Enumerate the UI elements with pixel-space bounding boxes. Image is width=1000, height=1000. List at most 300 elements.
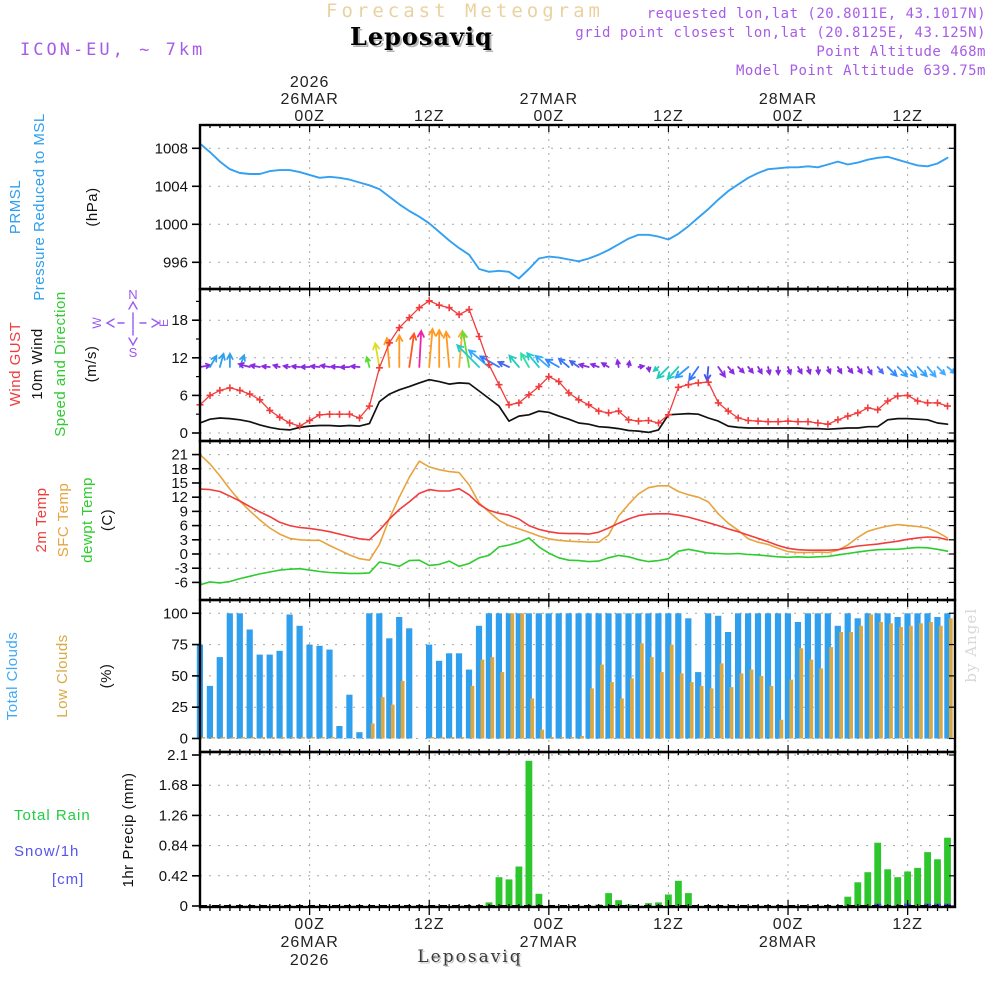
gust-marker	[376, 364, 383, 371]
gust-marker	[775, 418, 782, 425]
low-clouds-bar	[710, 688, 714, 738]
y-tick-label: 1000	[154, 216, 188, 234]
wind-direction-arrow	[878, 367, 883, 373]
low-clouds-bar	[261, 737, 265, 738]
model-point-altitude: Model Point Altitude 639.75m	[735, 63, 986, 79]
side-label: (m/s)	[83, 345, 100, 383]
gust-marker	[934, 399, 941, 406]
side-label: 10m Wind	[29, 328, 46, 400]
total-clouds-bar	[247, 630, 253, 739]
low-clouds-bar	[221, 737, 225, 738]
total-clouds-bar	[326, 650, 332, 739]
gust-marker	[595, 408, 602, 415]
panel-border	[200, 125, 955, 289]
wind-direction-arrow	[292, 365, 300, 369]
gust-marker	[795, 418, 802, 425]
gust-marker	[924, 399, 931, 406]
wind-direction-arrow	[758, 367, 762, 373]
gust-marker	[814, 420, 821, 427]
wind-direction-arrow	[351, 365, 359, 369]
gust-marker	[236, 387, 243, 394]
gust-marker	[635, 418, 642, 425]
gust-marker	[675, 384, 682, 391]
total-clouds-bar	[306, 645, 312, 739]
bottom-time-label: 2026	[289, 952, 330, 969]
low-clouds-bar	[690, 682, 694, 738]
total-clouds-bar	[576, 613, 582, 738]
low-clouds-bar	[401, 681, 405, 739]
side-label: dewpt Temp	[79, 477, 96, 563]
top-time-label: 2026	[289, 74, 330, 91]
low-clouds-bar	[720, 663, 724, 738]
gust-marker	[805, 418, 812, 425]
low-clouds-bar	[490, 657, 494, 738]
side-label: Snow/1h	[14, 843, 80, 860]
precip-bar	[496, 877, 503, 906]
y-tick-label: 25	[171, 699, 188, 717]
wind-direction-arrow	[838, 367, 841, 373]
gust-marker	[745, 417, 752, 424]
gust-marker	[834, 416, 841, 423]
wind-direction-arrow	[738, 367, 743, 372]
model-label: ICON-EU, ~ 7km	[20, 40, 206, 60]
side-label: Low Clouds	[54, 634, 71, 718]
side-label: (hPa)	[84, 187, 101, 227]
side-label: Speed and Direction	[52, 291, 69, 437]
low-clouds-bar	[680, 673, 684, 738]
side-label: Wind GUST	[7, 321, 24, 407]
total-clouds-bar	[366, 613, 372, 738]
side-label: 1hr Precip (mm)	[120, 772, 137, 888]
bottom-time-label: 28MAR	[758, 934, 818, 951]
low-clouds-bar	[640, 643, 644, 738]
total-clouds-bar	[217, 657, 223, 738]
side-label: Total Rain	[14, 807, 91, 824]
low-clouds-bar	[789, 680, 793, 739]
top-time-label: 26MAR	[280, 91, 339, 108]
precip-bar	[934, 859, 941, 906]
wind-direction-arrow	[301, 365, 309, 369]
y-tick-label: 0	[179, 730, 188, 748]
total-clouds-bar	[556, 613, 562, 738]
y-tick-label: 75	[171, 636, 188, 654]
page-title: Forecast Meteogram	[326, 0, 604, 22]
y-tick-label: 0	[179, 425, 188, 442]
wind-direction-arrow	[868, 367, 872, 374]
wind-direction-arrow	[444, 332, 450, 367]
y-tick-label: 100	[162, 605, 188, 623]
low-clouds-bar	[321, 737, 325, 738]
y-tick-label: 6	[179, 387, 188, 405]
total-clouds-bar	[436, 661, 442, 739]
wind-direction-arrow	[219, 354, 225, 367]
side-label: (C)	[99, 508, 116, 532]
low-clouds-bar	[760, 676, 764, 739]
top-time-label: 12Z	[653, 108, 684, 125]
low-clouds-bar	[809, 660, 813, 739]
low-clouds-bar	[839, 632, 843, 739]
precip-bar	[874, 843, 881, 906]
wind-direction-arrow	[200, 364, 210, 368]
precip-bar	[944, 838, 951, 906]
wind-direction-arrow	[499, 362, 510, 367]
total-clouds-bar	[207, 686, 213, 739]
low-clouds-bar	[799, 648, 803, 738]
panel-border	[200, 441, 955, 600]
y-tick-label: -3	[174, 560, 188, 578]
gust-marker	[326, 411, 333, 418]
wind-direction-arrow	[591, 364, 599, 368]
wind-direction-arrow	[509, 356, 519, 367]
total-clouds-bar	[267, 655, 273, 739]
wind-direction-arrow	[767, 367, 771, 374]
low-clouds-bar	[271, 737, 275, 738]
low-clouds-bar	[580, 736, 584, 739]
bottom-time-label: 26MAR	[280, 934, 339, 951]
y-tick-label: 12	[171, 489, 188, 507]
side-label: Pressure Reduced to MSL	[31, 113, 48, 301]
y-tick-label: 996	[162, 254, 188, 272]
bottom-time-label: 00Z	[294, 916, 325, 933]
wind-direction-arrow	[251, 364, 260, 368]
low-clouds-bar	[600, 665, 604, 739]
low-clouds-bar	[520, 613, 524, 738]
bottom-time-label: 12Z	[653, 916, 684, 933]
total-clouds-bar	[566, 613, 572, 738]
low-clouds-bar	[540, 730, 544, 739]
wind-direction-arrow	[274, 364, 280, 368]
top-time-label: 12Z	[892, 108, 923, 125]
gust-marker	[844, 413, 851, 420]
low-clouds-bar	[560, 737, 564, 738]
low-clouds-bar	[550, 737, 554, 738]
total-clouds-bar	[257, 655, 263, 739]
low-clouds-bar	[859, 626, 863, 739]
wind-direction-arrow	[311, 365, 320, 369]
y-tick-label: 50	[171, 667, 188, 685]
wind-direction-arrow	[948, 367, 955, 373]
pressure-line	[200, 144, 948, 279]
gust-marker	[585, 401, 592, 408]
low-clouds-bar	[500, 672, 504, 738]
gust-marker	[685, 381, 692, 388]
gust-marker	[506, 401, 513, 408]
low-clouds-bar	[909, 626, 913, 739]
low-clouds-bar	[301, 737, 305, 738]
compass-west-label: W	[90, 317, 104, 329]
gust-marker	[216, 387, 223, 394]
wind-direction-arrow	[321, 364, 330, 368]
compass-south-label: S	[128, 345, 138, 360]
wind-direction-arrow	[918, 367, 927, 376]
low-clouds-bar	[461, 737, 465, 738]
precip-bar	[894, 877, 901, 906]
low-clouds-bar	[620, 698, 624, 738]
total-clouds-bar	[287, 615, 293, 739]
low-clouds-bar	[590, 688, 594, 738]
point-altitude: Point Altitude 468m	[816, 44, 986, 60]
gust-marker	[824, 421, 831, 428]
wind-direction-arrow	[798, 367, 802, 373]
gust-marker	[765, 418, 772, 425]
gust-marker	[306, 417, 313, 424]
low-clouds-bar	[670, 645, 674, 739]
panel-border	[200, 752, 955, 907]
low-clouds-bar	[919, 623, 923, 738]
compass-north-label: N	[128, 287, 138, 302]
wind-direction-arrow	[579, 364, 588, 368]
wind-direction-arrow	[858, 367, 862, 373]
side-label: PRMSL	[7, 179, 24, 235]
low-clouds-bar	[660, 672, 664, 738]
low-clouds-bar	[630, 678, 634, 738]
low-clouds-bar	[510, 613, 514, 738]
precip-bar	[675, 881, 682, 906]
y-tick-label: 18	[171, 312, 188, 330]
top-time-label: 28MAR	[758, 91, 818, 108]
side-label: SFC Temp	[55, 482, 72, 558]
wind-direction-arrow	[602, 363, 609, 367]
y-tick-label: 9	[179, 503, 188, 521]
low-clouds-bar	[371, 724, 375, 739]
precip-bar	[506, 879, 513, 906]
gust-marker	[246, 391, 253, 398]
total-clouds-bar	[277, 651, 283, 739]
precip-bar	[516, 867, 523, 907]
low-clouds-bar	[231, 737, 235, 738]
low-clouds-bar	[211, 737, 215, 738]
wind-direction-arrow	[341, 365, 350, 369]
bottom-time-label: 00Z	[533, 916, 565, 933]
precip-bar	[924, 852, 931, 906]
wind-direction-arrow	[559, 359, 569, 367]
y-tick-label: 2.1	[167, 747, 188, 765]
low-clouds-bar	[291, 737, 295, 738]
gust-marker	[336, 411, 343, 418]
precip-bar	[854, 882, 861, 906]
footer-station: Leposaviq	[417, 947, 523, 967]
gust-marker	[695, 379, 702, 386]
top-time-label: 00Z	[772, 108, 804, 125]
y-tick-label: 1.26	[158, 807, 188, 825]
gust-marker	[944, 403, 951, 410]
wind-direction-arrow	[436, 330, 442, 367]
wind-direction-arrow	[396, 335, 402, 367]
top-time-label: 00Z	[294, 108, 325, 125]
low-clouds-bar	[241, 737, 245, 738]
wind-direction-arrow	[928, 367, 936, 377]
gust-marker	[346, 411, 353, 418]
low-clouds-bar	[899, 627, 903, 739]
precip-bar	[914, 868, 921, 906]
y-tick-label: 0.42	[158, 867, 188, 885]
wind-direction-arrow	[689, 367, 698, 380]
y-tick-label: 12	[171, 349, 188, 367]
low-clouds-bar	[889, 623, 893, 738]
total-clouds-bar	[227, 613, 233, 738]
wind-direction-compass	[107, 302, 159, 345]
low-clouds-bar	[730, 687, 734, 738]
low-clouds-bar	[819, 668, 823, 738]
low-clouds-bar	[700, 686, 704, 739]
precip-bar	[526, 761, 533, 906]
y-tick-label: 6	[179, 517, 188, 535]
low-clouds-bar	[331, 737, 335, 738]
low-clouds-bar	[391, 705, 395, 739]
low-clouds-bar	[949, 618, 953, 738]
wind-direction-arrow	[807, 367, 811, 374]
side-label: [cm]	[52, 871, 85, 888]
precip-bar	[884, 869, 891, 906]
low-clouds-bar	[740, 673, 744, 738]
wind-direction-arrow	[938, 367, 945, 374]
low-clouds-bar	[939, 626, 943, 739]
y-tick-label: 15	[171, 474, 188, 492]
low-clouds-bar	[311, 737, 315, 738]
gust-marker	[645, 417, 652, 424]
wind-direction-arrow	[616, 360, 620, 367]
bottom-time-label: 27MAR	[519, 934, 579, 951]
wind-direction-arrow	[409, 334, 416, 367]
y-tick-label: 18	[171, 460, 188, 478]
wind-direction-arrow	[284, 365, 290, 369]
low-clouds-bar	[650, 657, 654, 738]
y-tick-label: -6	[174, 574, 188, 592]
y-tick-label: 1004	[154, 178, 188, 196]
bottom-time-label: 00Z	[772, 916, 804, 933]
total-clouds-bar	[336, 726, 342, 739]
low-clouds-bar	[570, 737, 574, 738]
low-clouds-bar	[441, 737, 445, 738]
precip-bar	[864, 872, 871, 906]
wind-direction-arrow	[657, 367, 668, 378]
top-time-label: 27MAR	[519, 91, 579, 108]
low-clouds-bar	[929, 622, 933, 739]
wind-direction-arrow	[848, 367, 853, 373]
total-clouds-bar	[316, 646, 322, 739]
compass-east-label: E	[157, 318, 171, 328]
gust-marker	[904, 392, 911, 399]
temp-sfc-line	[200, 455, 948, 561]
low-clouds-bar	[869, 615, 873, 739]
bottom-time-label: 12Z	[413, 916, 445, 933]
side-label: (%)	[98, 663, 115, 689]
gust-marker	[894, 393, 901, 400]
grid-point-coords: grid point closest lon,lat (20.8125E, 43.125N)	[575, 25, 986, 41]
wind-direction-arrow	[373, 343, 379, 367]
gust-marker	[286, 420, 293, 427]
wind-direction-arrow	[331, 365, 339, 369]
total-clouds-bar	[546, 613, 552, 738]
low-clouds-bar	[879, 622, 883, 739]
low-clouds-bar	[281, 737, 285, 738]
gust-marker	[864, 404, 871, 411]
total-clouds-bar	[406, 628, 412, 738]
watermark: by Angel	[962, 608, 980, 683]
total-clouds-bar	[446, 653, 452, 738]
wind-direction-arrow	[262, 365, 270, 369]
low-clouds-bar	[610, 682, 614, 738]
y-tick-label: 3	[179, 531, 188, 549]
total-clouds-bar	[536, 613, 542, 738]
bottom-time-label: 12Z	[892, 916, 923, 933]
low-clouds-bar	[849, 632, 853, 739]
low-clouds-bar	[481, 660, 485, 739]
gust-marker	[605, 409, 612, 416]
top-time-label: 00Z	[533, 108, 565, 125]
low-clouds-bar	[431, 737, 435, 738]
low-clouds-bar	[201, 737, 205, 738]
wind-direction-arrow	[728, 367, 733, 373]
side-label: 2m Temp	[33, 487, 50, 553]
y-tick-label: 1008	[154, 140, 188, 158]
low-clouds-bar	[780, 720, 784, 739]
low-clouds-bar	[770, 686, 774, 739]
total-clouds-bar	[356, 732, 362, 738]
wind-direction-arrow	[366, 357, 370, 367]
wind-direction-arrow	[647, 367, 651, 371]
y-tick-label: 0	[179, 898, 188, 915]
temp-dewpt-line	[200, 538, 948, 585]
gust-marker	[755, 418, 762, 425]
low-clouds-bar	[451, 737, 455, 738]
gust-marker	[854, 409, 861, 416]
y-tick-label: 1.68	[158, 777, 188, 795]
total-clouds-bar	[456, 653, 462, 738]
wind-direction-arrow	[718, 367, 725, 377]
gust-marker	[914, 398, 921, 405]
low-clouds-bar	[829, 647, 833, 738]
wind-direction-arrow	[816, 367, 820, 374]
y-tick-label: 0	[179, 546, 188, 563]
wind-direction-arrow	[898, 367, 907, 376]
wind-direction-arrow	[418, 331, 424, 367]
gust-marker	[226, 384, 233, 391]
low-clouds-bar	[471, 686, 475, 739]
station-name: Leposaviq	[350, 22, 493, 51]
low-clouds-bar	[251, 737, 255, 738]
total-clouds-bar	[346, 695, 352, 739]
wind-direction-arrow	[429, 329, 435, 367]
wind-direction-arrow	[776, 367, 780, 374]
wind-direction-arrow	[654, 367, 659, 371]
total-clouds-bar	[426, 645, 432, 739]
low-clouds-bar	[530, 698, 534, 738]
wind-direction-arrow	[639, 365, 644, 369]
wind-direction-arrow	[748, 367, 753, 373]
gust-marker	[466, 306, 473, 313]
wind-speed-line	[200, 380, 948, 433]
top-time-label: 12Z	[413, 108, 445, 125]
side-label: Total Clouds	[4, 631, 21, 721]
requested-coords: requested lon,lat (20.8011E, 43.1017N)	[646, 6, 986, 22]
gust-marker	[496, 381, 503, 388]
wind-direction-arrow	[827, 367, 831, 373]
y-tick-label: 0.84	[158, 837, 188, 855]
total-clouds-bar	[237, 613, 243, 738]
gust-marker	[436, 302, 443, 309]
wind-direction-arrow	[888, 367, 897, 376]
wind-direction-arrow	[627, 362, 631, 368]
y-tick-label: 21	[171, 446, 188, 464]
gust-marker	[316, 411, 323, 418]
gust-marker	[785, 418, 792, 425]
total-clouds-bar	[297, 626, 303, 739]
gust-marker	[476, 333, 483, 340]
wind-direction-arrow	[227, 354, 233, 367]
wind-direction-arrow	[788, 367, 792, 374]
low-clouds-bar	[381, 697, 385, 738]
